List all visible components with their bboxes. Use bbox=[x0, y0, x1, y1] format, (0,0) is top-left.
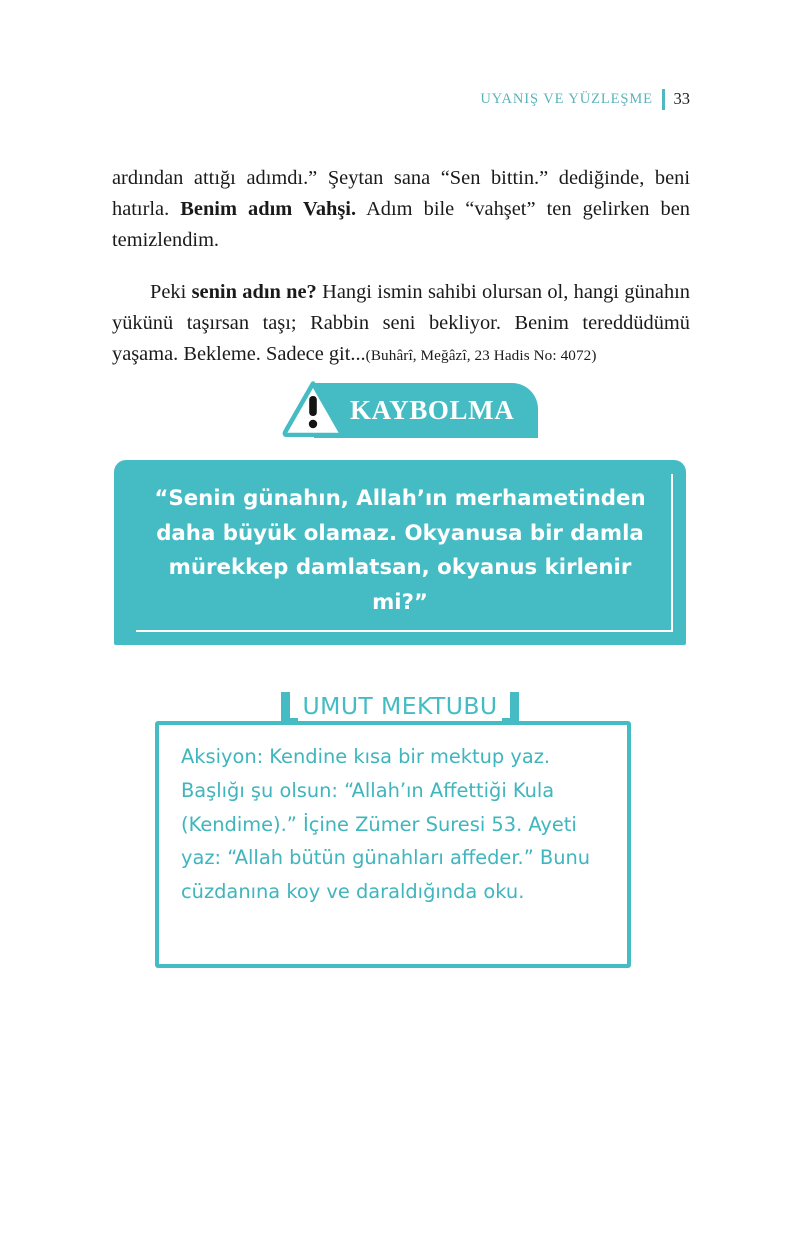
running-head-divider bbox=[662, 89, 665, 110]
quote-box-text: “Senin günahın, Allah’ın merhametinden daha büyük olamaz. Okyanusa bir damla mürekkep damlatsan, okyanus kirlenir mi?” bbox=[154, 486, 646, 615]
warning-triangle-icon bbox=[282, 379, 344, 437]
paragraph-2-bold: senin adın ne? bbox=[191, 280, 317, 303]
paragraph-1-text-b: Adım bile “vahşet” ten gelirken ben temizlendim. bbox=[112, 198, 690, 252]
umut-bracket-right-icon bbox=[510, 692, 519, 722]
umut-mektubu-heading-label: UMUT MEKTUBU bbox=[302, 692, 498, 721]
hadith-citation: (Buhârî, Meğâzî, 23 Hadis No: 4072) bbox=[365, 346, 597, 364]
paragraph-2-text-b: Hangi ismin sahibi olursan ol, hangi günahın yükünü taşırsan taşı; Rabbin seni bekliyor. Benim tereddüdümü yaşama. Bekleme. Sadece git... bbox=[112, 280, 691, 365]
kaybolma-banner bbox=[282, 383, 538, 438]
paragraph-2 bbox=[112, 277, 690, 370]
paragraph-1-text-a: ardından attığı adımdı.” Şeytan sana “Sen bittin.” dediğinde, beni hatırla. bbox=[112, 167, 690, 221]
umut-bracket-left-icon bbox=[281, 692, 290, 722]
running-head bbox=[480, 88, 690, 110]
paragraph-1-bold: Benim adım Vahşi. bbox=[180, 198, 357, 221]
umut-mektubu-action-text: Aksiyon: Kendine kısa bir mektup yaz. Başlığı şu olsun: “Allah’ın Affettiği Kula (Kendime).” İçine Zümer Suresi 53. Ayeti yaz: “Allah bütün günahları affeder.” Bunu cüzdanına koy ve daraldığında oku. bbox=[181, 745, 591, 904]
body-copy bbox=[112, 143, 690, 390]
umut-mektubu-heading bbox=[281, 690, 519, 724]
paragraph-2-text-a: Peki bbox=[150, 280, 192, 303]
page-number: 33 bbox=[673, 88, 690, 108]
quote-box bbox=[114, 460, 686, 645]
running-head-title: UYANIŞ VE YÜZLEŞME bbox=[480, 90, 653, 107]
umut-mektubu-action-box bbox=[155, 721, 631, 968]
kaybolma-banner-label: KAYBOLMA bbox=[350, 395, 515, 425]
paragraph-1 bbox=[112, 163, 690, 256]
